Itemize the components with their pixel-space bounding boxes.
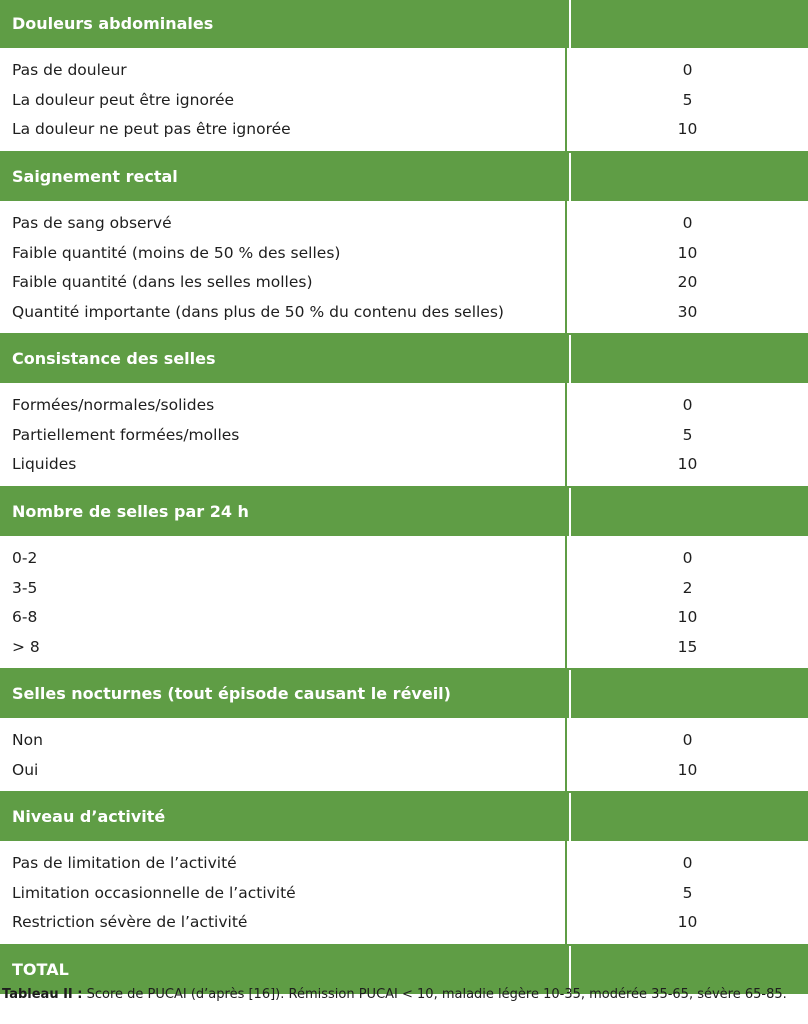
row-label: Formées/normales/solides [12, 396, 215, 414]
section-title: Saignement rectal [12, 167, 178, 186]
row-label: Pas de limitation de l’activité [12, 854, 237, 872]
row-score: 5 [682, 90, 693, 109]
table-caption [2, 985, 806, 1004]
section-header-score-cell [569, 335, 808, 383]
table-row [0, 848, 808, 878]
row-label: Limitation occasionnelle de l’activité [12, 883, 296, 902]
table-row [0, 449, 808, 479]
row-label: Pas de sang observé [12, 214, 172, 232]
table-row [0, 907, 808, 937]
row-score: 0 [682, 214, 693, 232]
section-header [0, 335, 808, 383]
table-row [0, 878, 808, 908]
section-body [0, 718, 808, 791]
table-row [0, 85, 808, 115]
section-title: Niveau d’activité [12, 807, 166, 826]
section-header [0, 0, 808, 48]
row-label: La douleur peut être ignorée [12, 90, 235, 109]
row-label: Faible quantité (moins de 50 % des selles) [12, 243, 341, 262]
row-score: 10 [677, 120, 698, 139]
row-score: 15 [677, 637, 698, 656]
row-label: 6-8 [12, 608, 38, 627]
row-label: La douleur ne peut pas être ignorée [12, 120, 291, 139]
table-row [0, 602, 808, 632]
section-body [0, 841, 808, 944]
row-label: > 8 [12, 637, 40, 656]
section-title: Douleurs abdominales [12, 14, 214, 33]
row-score: 10 [677, 243, 698, 262]
table-row [0, 420, 808, 450]
total-label: TOTAL [12, 960, 69, 979]
row-label: Oui [12, 760, 39, 779]
row-score: 20 [677, 273, 698, 292]
row-label: Liquides [12, 455, 77, 474]
section-body [0, 201, 808, 333]
table-row [0, 632, 808, 662]
section-body [0, 383, 808, 486]
section-header-score-cell [569, 488, 808, 536]
row-label: Pas de douleur [12, 61, 127, 79]
section-header-score-cell [569, 670, 808, 718]
table-row [0, 238, 808, 268]
row-score: 10 [677, 760, 698, 779]
row-label: 3-5 [12, 578, 38, 597]
row-label: Faible quantité (dans les selles molles) [12, 273, 313, 292]
table-row [0, 55, 808, 85]
caption-text: Score de PUCAI (d’après [16]). Rémission PUCAI < 10, maladie légère 10-35, modérée 35-65, sévère 65-85. [82, 987, 787, 1002]
table-row [0, 543, 808, 573]
section-header-score-cell [569, 793, 808, 841]
row-score: 0 [682, 731, 693, 749]
section-body [0, 536, 808, 668]
row-score: 10 [677, 608, 698, 627]
section-header [0, 153, 808, 201]
row-score: 0 [682, 854, 693, 872]
section-header [0, 488, 808, 536]
table-row [0, 114, 808, 144]
caption-label: Tableau II : [2, 987, 83, 1002]
row-score: 10 [677, 913, 698, 932]
row-label: Restriction sévère de l’activité [12, 913, 248, 932]
table-row [0, 390, 808, 420]
table-row [0, 267, 808, 297]
row-score: 5 [682, 883, 693, 902]
row-score: 30 [677, 302, 698, 321]
row-score: 5 [682, 425, 693, 444]
section-title: Nombre de selles par 24 h [12, 502, 249, 521]
row-label: Quantité importante (dans plus de 50 % du contenu des selles) [12, 302, 504, 321]
table-row [0, 208, 808, 238]
row-score: 2 [682, 578, 693, 597]
table-row [0, 573, 808, 603]
row-score: 0 [682, 396, 693, 414]
table-row [0, 297, 808, 327]
section-header-score-cell [569, 153, 808, 201]
row-label: Partiellement formées/molles [12, 425, 240, 444]
row-score: 10 [677, 455, 698, 474]
row-score: 0 [682, 549, 693, 567]
row-score: 0 [682, 61, 693, 79]
section-body [0, 48, 808, 151]
section-header [0, 793, 808, 841]
section-title: Consistance des selles [12, 349, 216, 368]
section-title: Selles nocturnes (tout épisode causant le réveil) [12, 684, 451, 703]
section-header-score-cell [569, 0, 808, 48]
table-row [0, 755, 808, 785]
table-row [0, 725, 808, 755]
section-header [0, 670, 808, 718]
row-label: 0-2 [12, 549, 38, 567]
row-label: Non [12, 731, 43, 749]
